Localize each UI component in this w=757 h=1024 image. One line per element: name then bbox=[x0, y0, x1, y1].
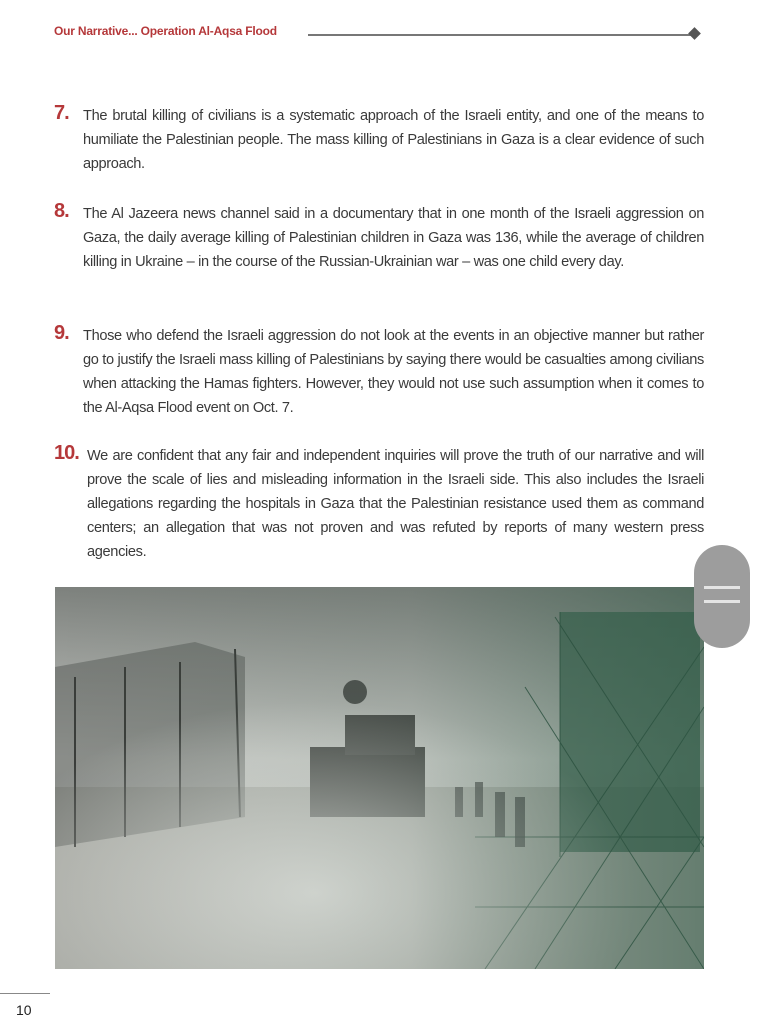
list-item bbox=[54, 324, 704, 420]
list-item bbox=[54, 104, 704, 176]
header-divider bbox=[308, 34, 694, 36]
border-fence-photo bbox=[55, 587, 704, 969]
item-number: 9. bbox=[54, 322, 69, 344]
header-title: Our Narrative... Operation Al-Aqsa Flood bbox=[54, 24, 277, 38]
handle-grip-line bbox=[704, 600, 740, 603]
item-number: 7. bbox=[54, 102, 69, 124]
list-item bbox=[54, 444, 704, 564]
item-text: We are confident that any fair and independent inquiries will prove the truth of our narrative and will prove the scale of lies and misleading information in the Israeli side. This also includes the Israeli allegations regarding the hospitals in Gaza that the Palestinian resistance used them as command centers; an allegation that was not proven and was refuted by reports of many western press agencies. bbox=[87, 448, 704, 560]
item-text: The brutal killing of civilians is a systematic approach of the Israeli entity, and one of the means to humiliate the Palestinian people. The mass killing of Palestinians in Gaza is a clear evidence of such approach. bbox=[83, 108, 704, 172]
item-number: 10. bbox=[54, 442, 79, 464]
scroll-handle[interactable] bbox=[694, 545, 750, 648]
list-item bbox=[54, 202, 704, 274]
item-text: Those who defend the Israeli aggression do not look at the events in an objective manner but rather go to justify the Israeli mass killing of Palestinians by saying there would be casualties among civilians when attacking the Hamas fighters. However, they would not use such assumption when it comes to the Al-Aqsa Flood event on Oct. 7. bbox=[83, 328, 704, 416]
page-number: 10 bbox=[16, 1002, 32, 1018]
handle-grip-line bbox=[704, 586, 740, 589]
item-text: The Al Jazeera news channel said in a documentary that in one month of the Israeli aggression on Gaza, the daily average killing of Palestinian children in Gaza was 136, while the average of children killing in Ukraine – in the course of the Russian-Ukrainian war – was one child every day. bbox=[83, 206, 704, 270]
item-number: 8. bbox=[54, 200, 69, 222]
photo-illustration bbox=[55, 587, 704, 969]
footer-divider bbox=[0, 993, 50, 994]
diamond-icon bbox=[688, 27, 701, 40]
